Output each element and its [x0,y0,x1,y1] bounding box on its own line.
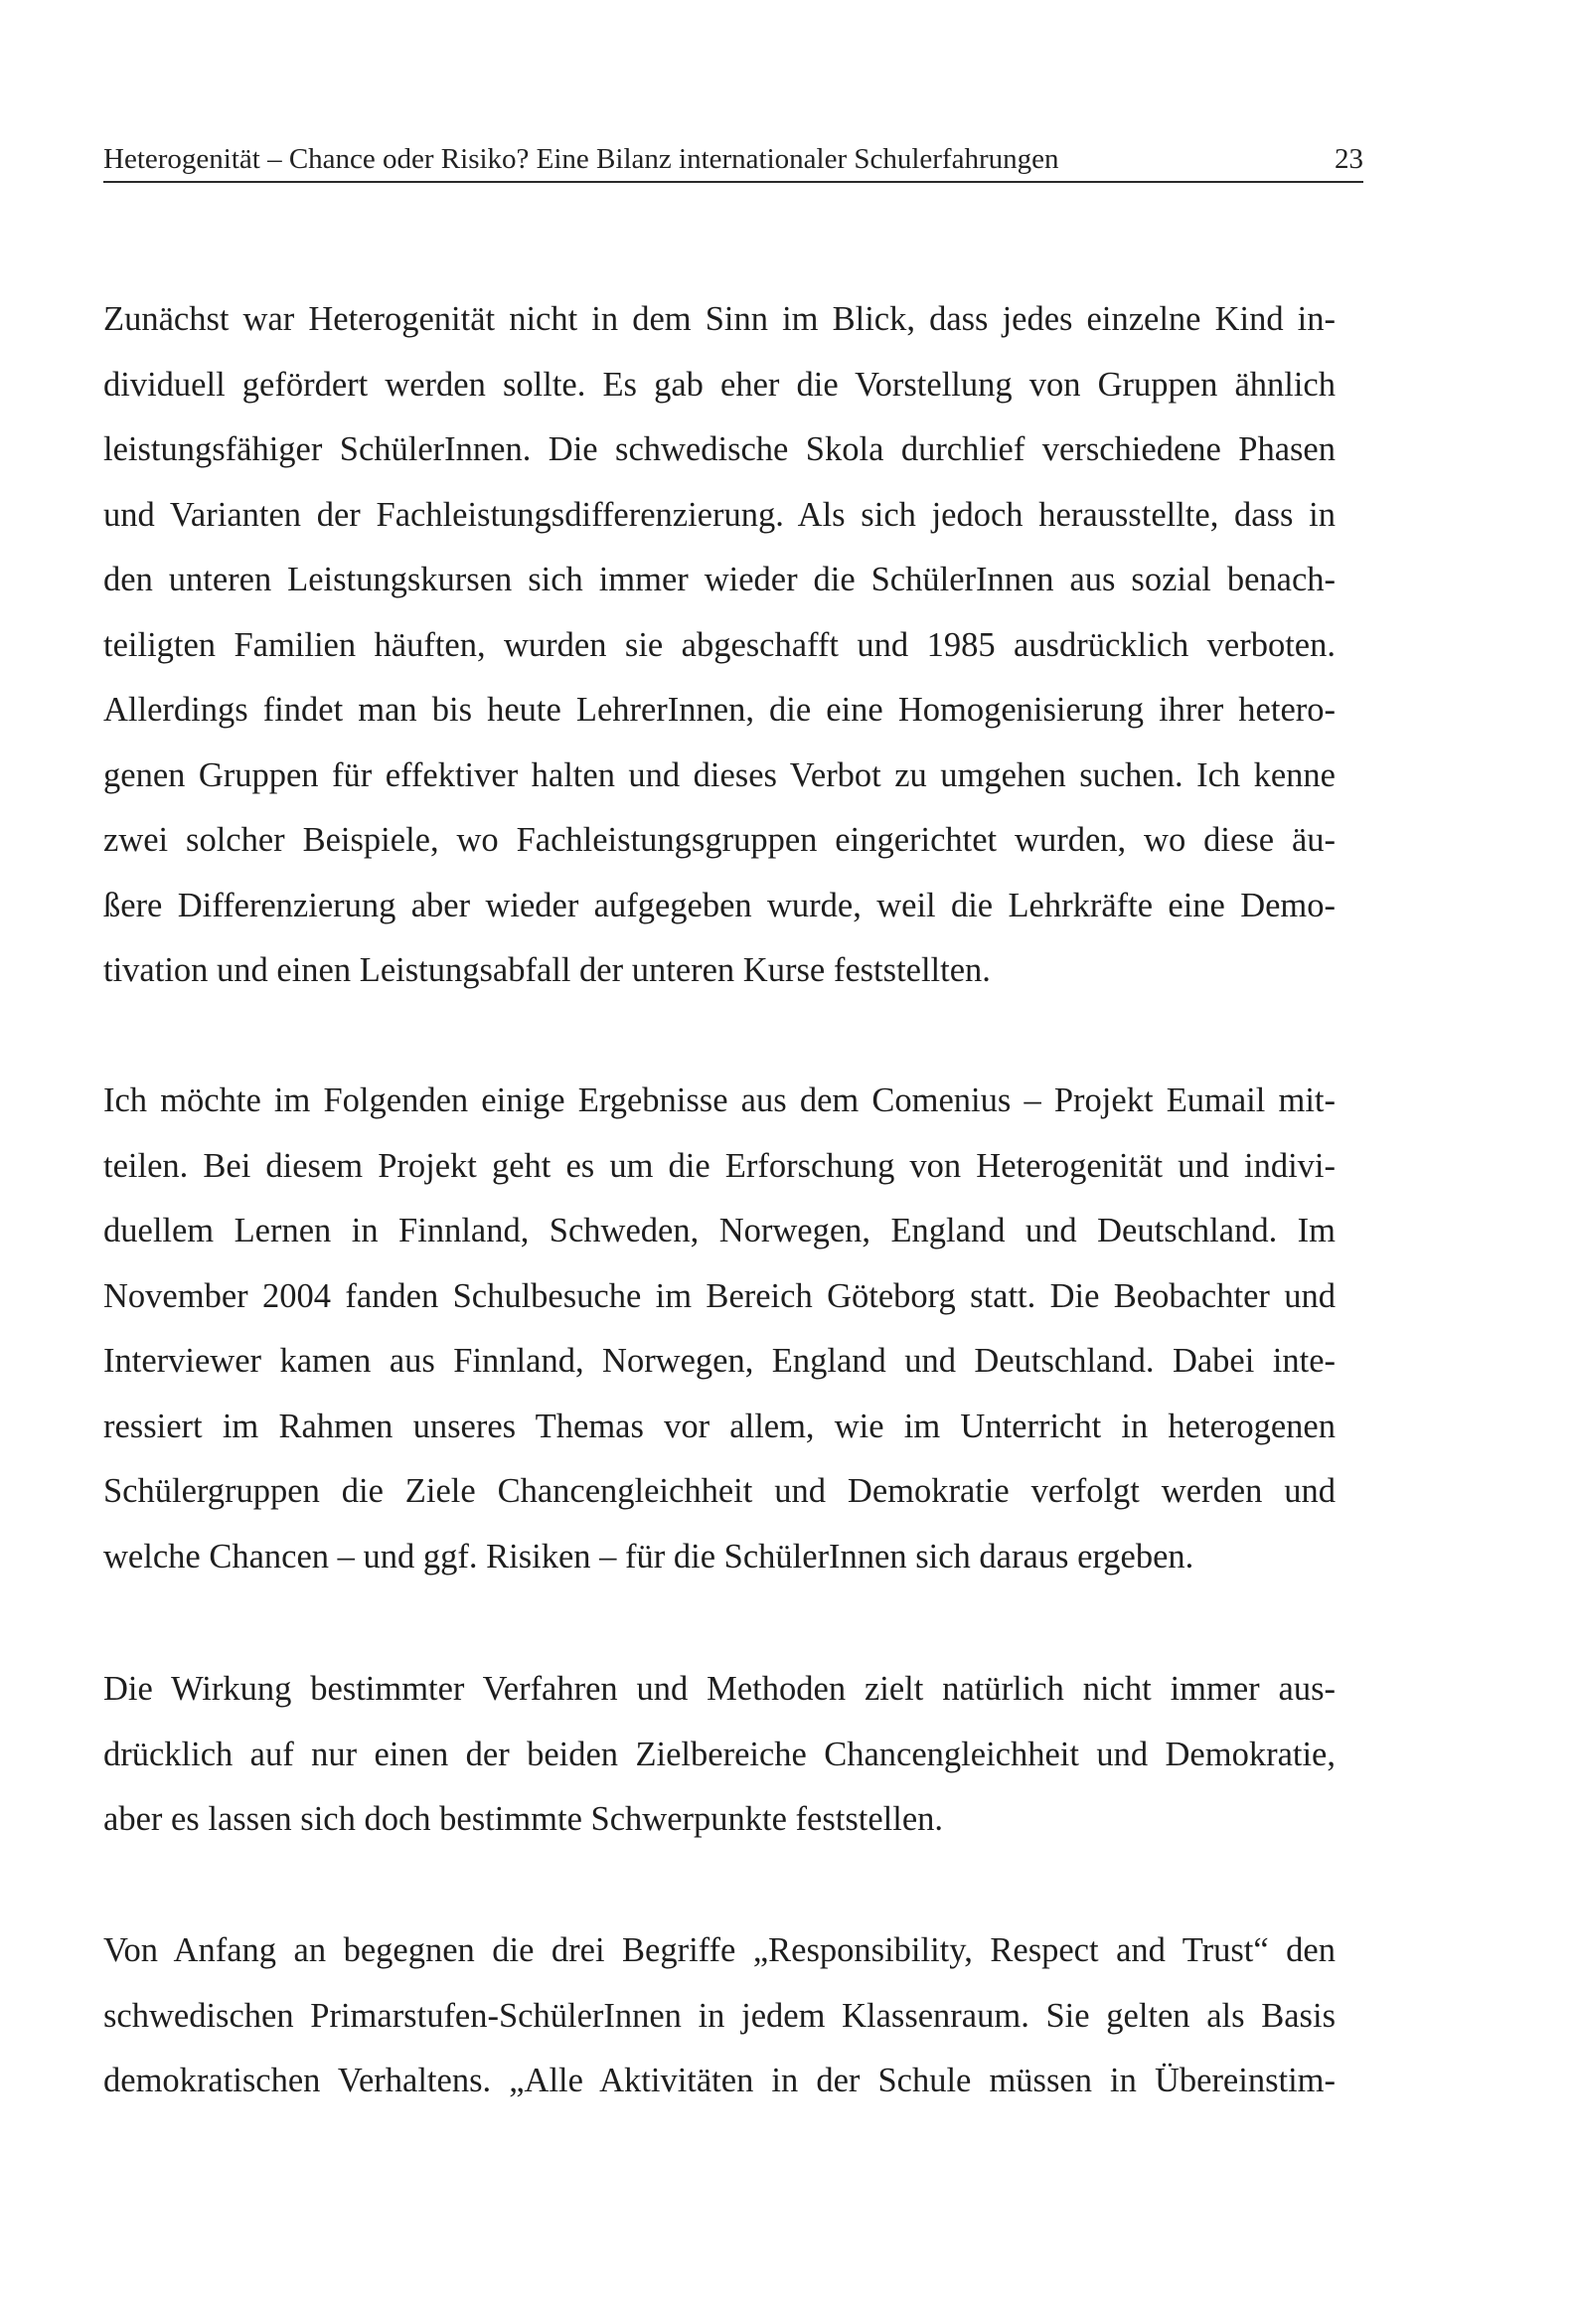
text-line: ressiert im Rahmen unseres Themas vor allem, wie im Unterricht in heterogenen [103,1407,1336,1445]
text-line: aber es lassen sich doch bestimmte Schwerpunkte feststellen. [103,1800,944,1838]
text-line: genen Gruppen für effektiver halten und dieses Verbot zu umgehen suchen. Ich kenne [103,755,1336,794]
text-line: und Varianten der Fachleistungsdifferenzierung. Als sich jedoch herausstellte, dass in [103,495,1336,534]
header-title: Heterogenität – Chance oder Risiko? Eine Bilanz internationaler Schulerfahrungen [103,143,1059,175]
text-line: Ich möchte im Folgenden einige Ergebnisse aus dem Comenius – Projekt Eumail mit- [103,1081,1336,1119]
text-line: Die Wirkung bestimmter Verfahren und Methoden zielt natürlich nicht immer aus- [103,1670,1336,1708]
text-line: Allerdings findet man bis heute LehrerInnen, die eine Homogenisierung ihrer hetero- [103,691,1336,729]
text-line: schwedischen Primarstufen-SchülerInnen in jedem Klassenraum. Sie gelten als Basis [103,1996,1336,2035]
text-line: dividuell gefördert werden sollte. Es gab eher die Vorstellung von Gruppen ähnlich [103,365,1336,404]
paragraph-heterogeneity-history [103,287,1336,1004]
text-line: drücklich auf nur einen der beiden Zielbereiche Chancengleichheit und Demokratie, [103,1735,1336,1773]
paragraph-comenius-project [103,1069,1336,1589]
text-line: ßere Differenzierung aber wieder aufgegeben wurde, weil die Lehrkräfte eine Demo- [103,886,1336,924]
page-number: 23 [1335,143,1363,175]
text-line: tivation und einen Leistungsabfall der unteren Kurse feststellten. [103,951,991,989]
text-line: Von Anfang an begegnen die drei Begriffe „Responsibility, Respect and Trust“ den [103,1931,1336,1969]
text-line: demokratischen Verhaltens. „Alle Aktivitäten in der Schule müssen in Übereinstim- [103,2062,1336,2099]
text-line: leistungsfähiger SchülerInnen. Die schwedische Skola durchlief verschiedene Phasen [103,430,1336,468]
text-line: zwei solcher Beispiele, wo Fachleistungsgruppen eingerichtet wurden, wo diese äu- [103,821,1336,859]
text-line: teilen. Bei diesem Projekt geht es um die Erforschung von Heterogenität und indivi- [103,1146,1336,1185]
running-header [103,137,1363,183]
text-line: duellem Lernen in Finnland, Schweden, Norwegen, England und Deutschland. Im [103,1212,1336,1249]
text-line: teiligten Familien häuften, wurden sie abgeschafft und 1985 ausdrücklich verboten. [103,625,1336,664]
text-line: Schülergruppen die Ziele Chancengleichheit und Demokratie verfolgt werden und [103,1472,1336,1510]
paragraph-methods-effect [103,1657,1336,1853]
text-line: den unteren Leistungskursen sich immer wieder die SchülerInnen aus sozial benach- [103,561,1336,598]
text-line: welche Chancen – und ggf. Risiken – für die SchülerInnen sich daraus ergeben. [103,1537,1194,1576]
text-line: Zunächst war Heterogenität nicht in dem Sinn im Blick, dass jedes einzelne Kind in- [103,300,1336,338]
text-line: Interviewer kamen aus Finnland, Norwegen, England und Deutschland. Dabei inte- [103,1342,1336,1380]
paragraph-responsibility-respect-trust [103,1918,1336,2114]
text-line: November 2004 fanden Schulbesuche im Bereich Göteborg statt. Die Beobachter und [103,1276,1336,1315]
